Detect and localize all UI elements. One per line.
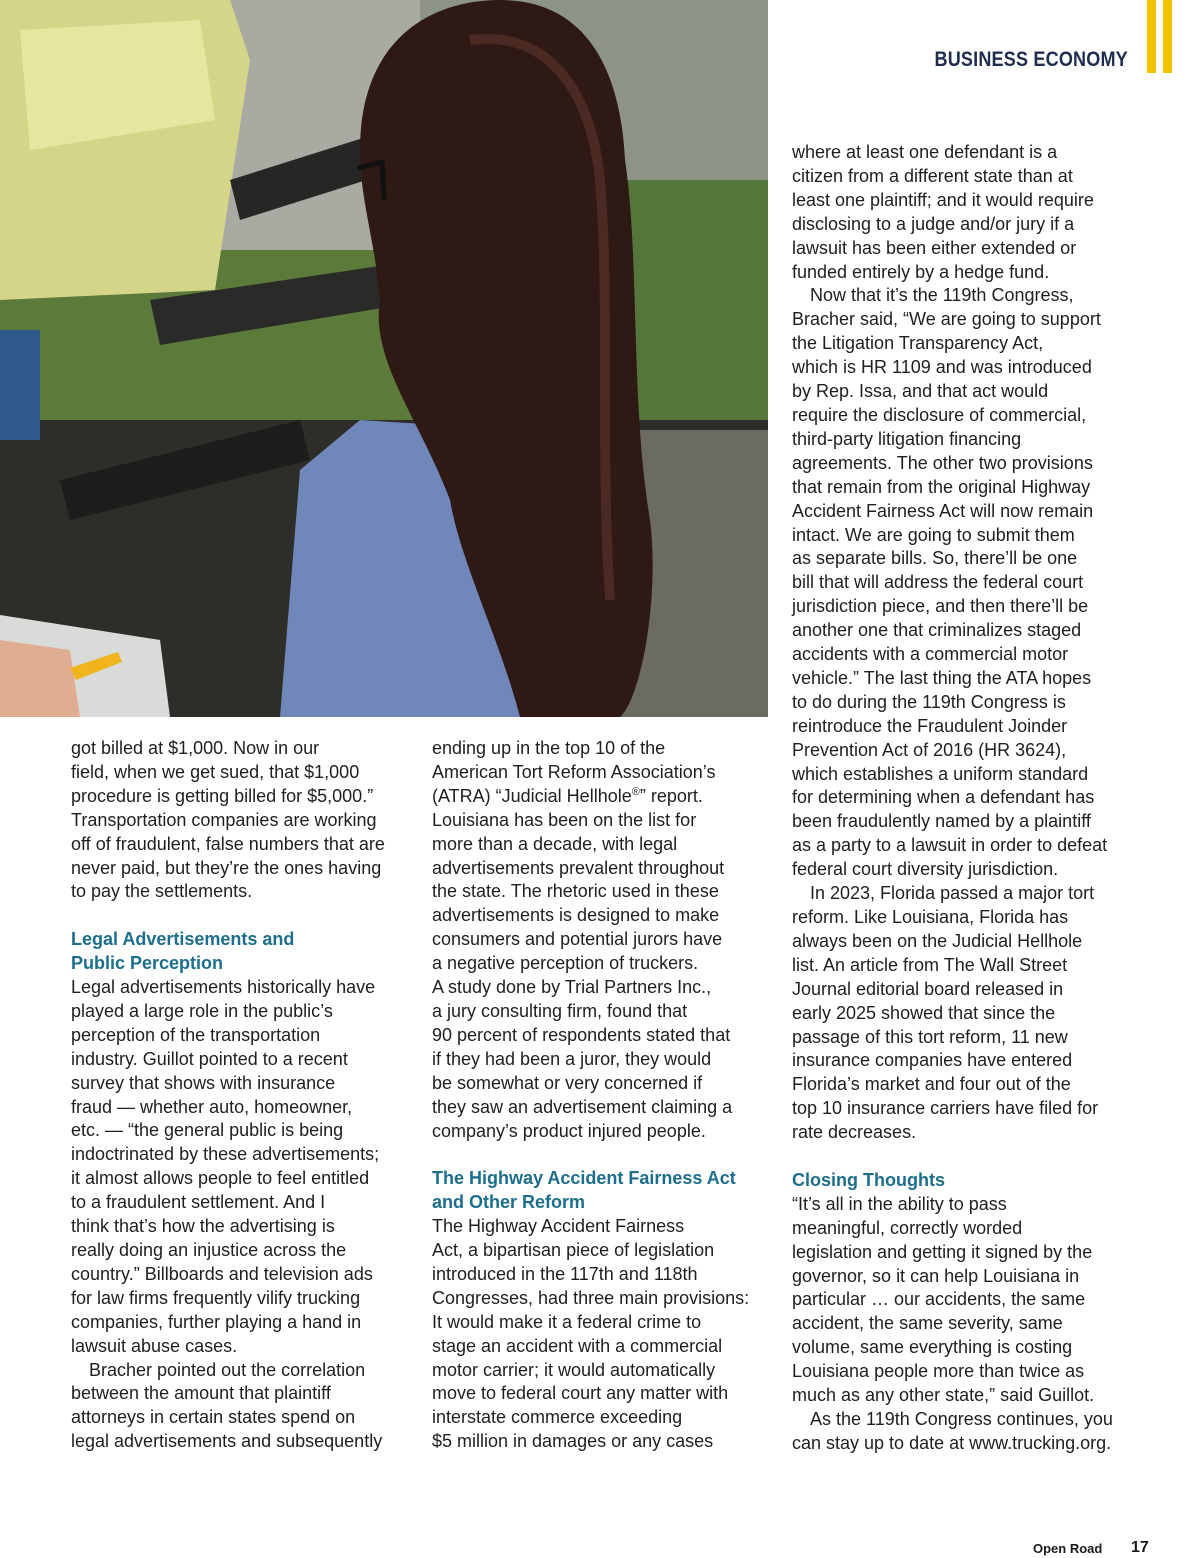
text-line: which is HR 1109 and was introduced (792, 357, 1092, 378)
text-line: advertisements prevalent throughout (432, 857, 725, 878)
text-line: 90 percent of respondents stated that (432, 1024, 731, 1045)
text-line: The Highway Accident Fairness (432, 1216, 685, 1237)
text-line: motor carrier; it would automatically (432, 1359, 716, 1380)
text-line: Louisiana people more than twice as (792, 1361, 1085, 1382)
accent-bar (1163, 0, 1172, 73)
text-line: by Rep. Issa, and that act would (792, 381, 1049, 402)
text-line: company’s product injured people. (432, 1120, 706, 1141)
text-line: least one plaintiff; and it would require (792, 189, 1094, 210)
text-line: Florida’s market and four out of the (792, 1074, 1071, 1095)
text-line: to do during the 119th Congress is (792, 691, 1066, 712)
text-line: Prevention Act of 2016 (HR 3624), (792, 739, 1067, 760)
text-line: survey that shows with insurance (71, 1072, 336, 1093)
text-line: Bracher pointed out the correlation (89, 1359, 366, 1380)
text-line: the Litigation Transparency Act, (792, 333, 1044, 354)
text-line: which establishes a uniform standard (792, 763, 1089, 784)
page-number: 17 (1131, 1539, 1149, 1556)
text-line: off of fraudulent, false numbers that are (71, 833, 385, 854)
text-line: country.” Billboards and television ads (71, 1263, 373, 1284)
text-line: as a party to a lawsuit in order to defeat (792, 835, 1108, 856)
text-line: if they had been a juror, they would (432, 1048, 712, 1069)
text-line: agreements. The other two provisions (792, 452, 1093, 473)
text-line: advertisements is designed to make (432, 905, 720, 926)
text-line: rate decreases. (792, 1122, 917, 1143)
text-fragment: ” report. (639, 785, 703, 806)
text-line: that remain from the original Highway (792, 476, 1091, 497)
text-line: third-party litigation financing (792, 428, 1022, 449)
text-line: As the 119th Congress continues, you (810, 1409, 1113, 1430)
text-line: citizen from a different state than at (792, 165, 1073, 186)
text-line: Bracher said, “We are going to support (792, 309, 1101, 330)
text-line: passage of this tort reform, 11 new (792, 1026, 1068, 1047)
text-fragment: (ATRA) “Judicial Hellhole (432, 785, 632, 806)
text-line: indoctrinated by these advertisements; (71, 1144, 380, 1165)
text-line: accident, the same severity, same (792, 1313, 1063, 1334)
text-line: jurisdiction piece, and then there’ll be (792, 596, 1089, 617)
text-line: for law firms frequently vilify trucking (71, 1287, 361, 1308)
photo-illustration (0, 0, 768, 717)
text-line: accidents with a commercial motor (792, 644, 1069, 665)
subheading: and Other Reform (432, 1192, 586, 1213)
text-line: lawsuit has been either extended or (792, 237, 1077, 258)
subheading: Closing Thoughts (792, 1169, 945, 1190)
text-line: be somewhat or very concerned if (432, 1072, 703, 1093)
text-line: disclosing to a judge and/or jury if a (792, 213, 1075, 234)
text-line: procedure is getting billed for $5,000.” (71, 785, 374, 806)
text-line: to pay the settlements. (71, 881, 253, 902)
text-line: reform. Like Louisiana, Florida has (792, 907, 1069, 927)
text-line: require the disclosure of commercial, (792, 404, 1087, 425)
text-line: a negative perception of truckers. (432, 953, 699, 974)
text-line: It would make it a federal crime to (432, 1311, 702, 1332)
text-line: A study done by Trial Partners Inc., (432, 977, 712, 998)
text-line: Now that it’s the 119th Congress, (810, 285, 1074, 306)
text-line: bill that will address the federal court (792, 572, 1084, 593)
text-line: list. An article from The Wall Street (792, 954, 1068, 975)
magazine-name: Open Road (1033, 1541, 1103, 1556)
text-line: In 2023, Florida passed a major tort (810, 883, 1095, 904)
text-line: the state. The rhetoric used in these (432, 881, 719, 902)
text-line: $5 million in damages or any cases (432, 1431, 714, 1452)
text-line: really doing an injustice across the (71, 1240, 347, 1261)
text-line: Transportation companies are working (71, 809, 377, 830)
text-line: reintroduce the Fraudulent Joinder (792, 715, 1068, 736)
text-line: consumers and potential jurors have (432, 929, 723, 950)
text-line: Congresses, had three main provisions: (432, 1287, 750, 1308)
paragraph-gap (792, 1145, 1132, 1169)
paragraph-gap (71, 904, 411, 928)
subheading: Public Perception (71, 953, 224, 974)
text-line: never paid, but they’re the ones having (71, 857, 382, 878)
text-line: fraud — whether auto, homeowner, (71, 1096, 353, 1117)
accent-bar (1147, 0, 1156, 73)
text-line (432, 785, 772, 809)
text-line: for determining when a defendant has (792, 787, 1095, 808)
text-line: legal advertisements and subsequently (71, 1431, 383, 1452)
text-line: perception of the transportation (71, 1024, 321, 1045)
registered-mark: ® (631, 785, 640, 798)
text-line: early 2025 showed that since the (792, 1002, 1056, 1023)
text-line: insurance companies have entered (792, 1050, 1073, 1071)
text-line: vehicle.” The last thing the ATA hopes (792, 667, 1092, 688)
section-label: BUSINESS ECONOMY (934, 48, 1128, 71)
text-line: move to federal court any matter with (432, 1383, 729, 1404)
text-line: between the amount that plaintiff (71, 1383, 331, 1404)
text-line: volume, same everything is costing (792, 1337, 1073, 1358)
text-line: companies, further playing a hand in (71, 1311, 362, 1332)
text-line: funded entirely by a hedge fund. (792, 261, 1050, 282)
text-line: got billed at $1,000. Now in our (71, 738, 320, 758)
text-line: attorneys in certain states spend on (71, 1407, 356, 1428)
text-line: particular … our accidents, the same (792, 1289, 1086, 1310)
text-line: Journal editorial board released in (792, 978, 1064, 999)
text-line: it almost allows people to feel entitled (71, 1168, 370, 1189)
hero-photo (0, 0, 768, 717)
text-line: industry. Guillot pointed to a recent (71, 1048, 348, 1069)
text-line: another one that criminalizes staged (792, 620, 1082, 641)
text-line: as separate bills. So, there’ll be one (792, 548, 1078, 569)
text-line: etc. — “the general public is being (71, 1120, 344, 1141)
text-line: stage an accident with a commercial (432, 1335, 723, 1356)
text-line: much as any other state,” said Guillot. (792, 1385, 1095, 1406)
text-line: top 10 insurance carriers have filed for (792, 1098, 1099, 1119)
text-line: intact. We are going to submit them (792, 524, 1075, 545)
text-line: Louisiana has been on the list for (432, 809, 697, 830)
text-line: Accident Fairness Act will now remain (792, 500, 1094, 521)
text-line: meaningful, correctly worded (792, 1217, 1023, 1238)
article-column-2 (432, 737, 772, 1454)
text-line: a jury consulting firm, found that (432, 1000, 688, 1021)
text-line: legislation and getting it signed by the (792, 1241, 1093, 1262)
text-line: ending up in the top 10 of the (432, 738, 666, 758)
text-line: Act, a bipartisan piece of legislation (432, 1240, 715, 1261)
text-line: field, when we get sued, that $1,000 (71, 761, 360, 782)
text-line: they saw an advertisement claiming a (432, 1096, 733, 1117)
text-line: think that’s how the advertising is (71, 1216, 335, 1237)
text-line: “It’s all in the ability to pass (792, 1193, 1007, 1214)
paragraph-gap (432, 1143, 772, 1167)
text-line: governor, so it can help Louisiana in (792, 1265, 1080, 1286)
text-line: Legal advertisements historically have (71, 977, 376, 998)
text-line: can stay up to date at www.trucking.org. (792, 1432, 1112, 1453)
text-line: American Tort Reform Association’s (432, 761, 716, 782)
article-column-1 (71, 737, 411, 1454)
subheading: The Highway Accident Fairness Act (432, 1168, 736, 1189)
article-column-3 (792, 141, 1132, 1456)
text-line: introduced in the 117th and 118th (432, 1263, 698, 1284)
text-line: always been on the Judicial Hellhole (792, 930, 1083, 951)
text-line: where at least one defendant is a (792, 142, 1058, 162)
text-line: interstate commerce exceeding (432, 1407, 683, 1428)
text-line: lawsuit abuse cases. (71, 1335, 238, 1356)
text-line: more than a decade, with legal (432, 833, 678, 854)
text-line: played a large role in the public’s (71, 1000, 333, 1021)
text-line: been fraudulently named by a plaintiff (792, 811, 1091, 832)
subheading: Legal Advertisements and (71, 929, 295, 950)
text-line: to a fraudulent settlement. And I (71, 1192, 326, 1213)
text-line: federal court diversity jurisdiction. (792, 859, 1059, 880)
